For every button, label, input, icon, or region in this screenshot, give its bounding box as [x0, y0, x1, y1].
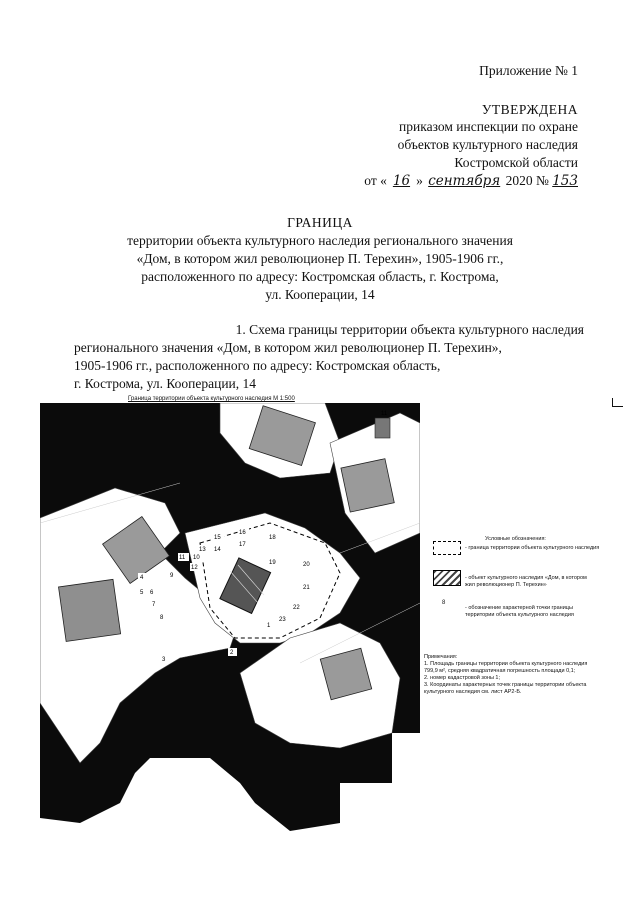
point-label: 12 [191, 565, 198, 571]
notes-line-3: 2. номер кадастровой зоны 1; [424, 675, 501, 681]
legend-object-symbol [433, 570, 461, 586]
point-label: 8 [160, 615, 164, 621]
notes-line-2: 799,9 м², средняя квадратичная погрешность площади 0,1; [424, 668, 576, 674]
point-label: 4 [140, 575, 144, 581]
title-line-1: территории объекта культурного наследия регионального значения [127, 233, 513, 248]
point-label: 2 [230, 650, 234, 656]
map-caption: Граница территории объекта культурного наследия М 1:500 [128, 396, 295, 402]
point-label: 18 [269, 535, 276, 541]
point-label: 22 [293, 605, 300, 611]
point-label: 3 [162, 657, 166, 663]
corner-mark [612, 398, 623, 407]
legend-item-point-1: - обозначение характерной точки границы [465, 605, 573, 611]
legend-title: Условные обозначения: [485, 536, 546, 542]
notes-line-1: 1. Площадь границы территории объекта культурного наследия [424, 661, 588, 667]
section-line-1: 1. Схема границы территории объекта культурного наследия [235, 322, 584, 337]
date-year: 2020 № [505, 173, 549, 188]
map-building-small [375, 418, 390, 438]
legend-item-object-2: жил революционер П. Терехин» [465, 582, 547, 588]
point-label: 5 [140, 590, 144, 596]
map-edge-label: 11 [381, 411, 388, 417]
point-label: 1 [267, 623, 271, 629]
point-label: 17 [239, 542, 246, 548]
document-title: ГРАНИЦА [287, 215, 353, 230]
date-mid: » [416, 173, 423, 188]
point-label: 20 [303, 562, 310, 568]
point-label: 11 [179, 555, 186, 561]
legend-item-object-1: - объект культурного наследия «Дом, в котором [465, 575, 587, 581]
order-line-3: Костромской области [454, 155, 578, 170]
date-day: 16 [392, 173, 411, 189]
point-label: 21 [303, 585, 310, 591]
date-month: сентября [428, 173, 501, 189]
map-building-left-2 [59, 579, 121, 641]
section-line-4: г. Кострома, ул. Кооперации, 14 [74, 376, 257, 391]
date-prefix: от « [364, 173, 387, 188]
point-label: 9 [170, 573, 174, 579]
title-line-4: ул. Кооперации, 14 [265, 287, 375, 302]
notes-line-5: культурного наследия см. лист АР2-Б. [424, 689, 522, 695]
order-line-1: приказом инспекции по охране [399, 119, 578, 134]
point-label: 10 [193, 555, 200, 561]
legend-item-boundary: - граница территории объекта культурного наследия [465, 545, 600, 551]
point-label: 16 [239, 530, 246, 536]
point-label: 14 [214, 547, 221, 553]
order-date-line [300, 172, 578, 190]
notes-title: Примечания: [424, 654, 458, 660]
approved-label: УТВЕРЖДЕНА [481, 102, 578, 117]
cadastral-map [40, 403, 420, 833]
point-label: 6 [150, 590, 154, 596]
notes-line-4: 3. Координаты характерных точек границы территории объекта [424, 682, 587, 688]
appendix-label: Приложение № 1 [479, 63, 578, 78]
legend-point-symbol: 8 [442, 600, 446, 606]
legend-boundary-symbol [433, 541, 461, 555]
order-number: 153 [552, 173, 578, 189]
point-label: 19 [269, 560, 276, 566]
point-label: 7 [152, 602, 156, 608]
legend-item-point-2: территории объекта культурного наследия [465, 612, 574, 618]
point-label: 13 [199, 547, 206, 553]
section-line-3: 1905-1906 гг., расположенного по адресу: Костромская область, [74, 358, 441, 373]
map-building-upper-right [341, 459, 394, 512]
order-line-2: объектов культурного наследия [397, 137, 578, 152]
title-line-2: «Дом, в котором жил революционер П. Терехин», 1905-1906 гг., [136, 251, 504, 266]
section-line-2: регионального значения «Дом, в котором жил революционер П. Терехин», [74, 340, 502, 355]
title-line-3: расположенного по адресу: Костромская область, г. Кострома, [141, 269, 499, 284]
point-label: 23 [279, 617, 286, 623]
point-label: 15 [214, 535, 221, 541]
